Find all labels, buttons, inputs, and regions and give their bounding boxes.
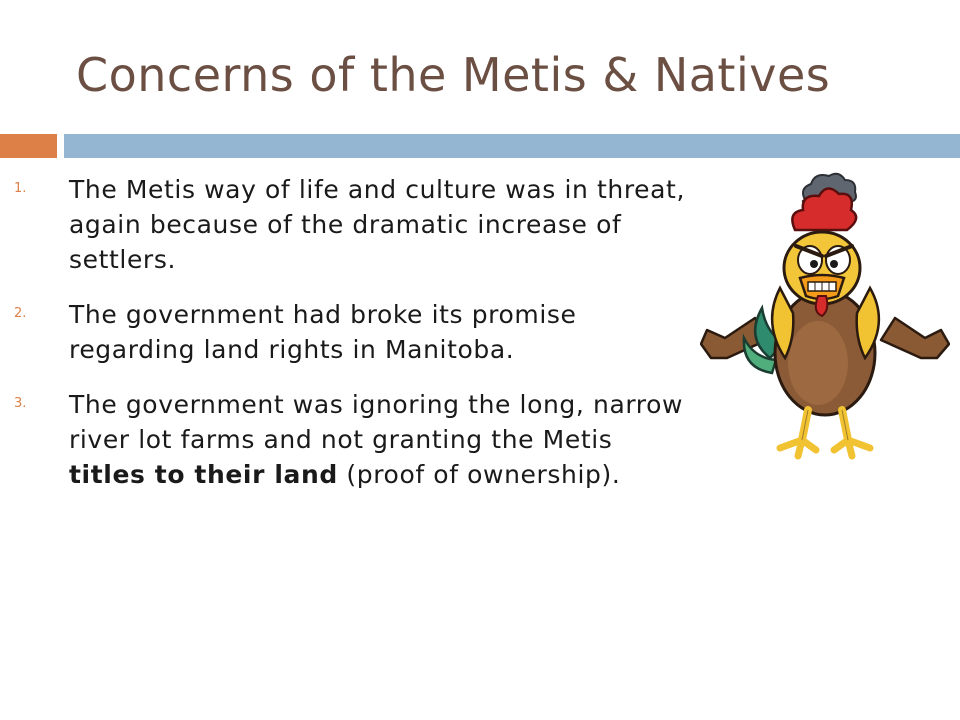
item-text: The government had broke its promise regarding land rights in Manitoba. — [69, 300, 577, 364]
item-number: 3. — [14, 396, 27, 411]
item-text — [69, 387, 694, 492]
accent-bar-blue — [64, 134, 960, 158]
list-item — [14, 387, 694, 492]
list-item — [14, 297, 694, 367]
item-number: 2. — [14, 306, 27, 321]
accent-bar-orange — [0, 134, 57, 158]
item-number: 1. — [14, 181, 27, 196]
item-text-bold: titles to their land — [69, 460, 338, 489]
concerns-list — [14, 172, 694, 512]
item-text: The Metis way of life and culture was in threat, again because of the dramatic increase of settlers. — [69, 175, 686, 274]
list-item — [14, 172, 694, 277]
slide-title: Concerns of the Metis & Natives — [76, 48, 831, 102]
angry-rooster-illustration — [700, 168, 950, 468]
item-text-start: The government was ignoring the long, narrow river lot farms and not granting the Metis — [69, 390, 684, 454]
item-text-end: (proof of ownership). — [337, 460, 621, 489]
